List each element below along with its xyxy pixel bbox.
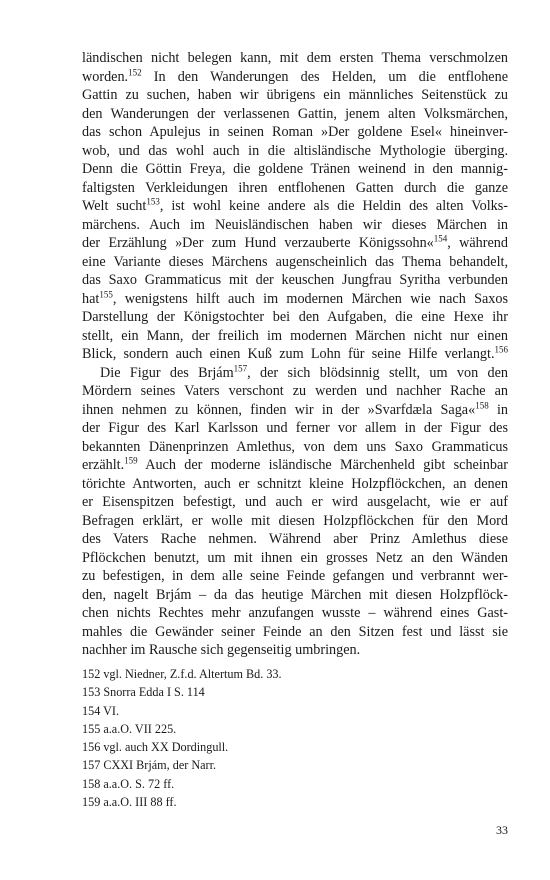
text-run: , ist wohl keine andere als die Heldin des alten Volks- <box>159 198 508 214</box>
footnote: 156 vgl. auch XX Dordingull. <box>82 740 229 755</box>
text-run: den, nagelt Brjám – da das heutige Märchen mit diesen Holzpflöck- <box>82 586 508 603</box>
text-line <box>82 86 508 105</box>
text-line <box>82 160 508 179</box>
text-line <box>82 493 508 512</box>
text-line <box>82 456 508 475</box>
text-run: zu befestigen, in dem alle seine Feinde gefangen und verbrannt wer- <box>82 568 508 584</box>
text-run: nachher im Rausche sich gegenseitig umbringen. <box>82 642 361 658</box>
text-run: in <box>488 401 508 418</box>
text-line <box>82 142 508 161</box>
text-run: der Erzählung »Der zum Hund verzauberte Königssohn« <box>82 235 434 251</box>
text-run: er Eisenspitzen befestigt, und auch er wird ausgelacht, wie er auf <box>82 494 508 510</box>
text-run: stellt, ein Mann, der freilich im modernen Märchen nicht nur einen <box>82 327 508 344</box>
text-line <box>82 419 508 438</box>
text-run: Blick, sondern auch einen Kuß zum Lohn für seine Hilfe verlangt. <box>82 346 495 362</box>
text-line <box>82 512 508 531</box>
text-run: Denn die Göttin Freya, die goldene Tränen weinend in den mannig- <box>82 161 508 177</box>
text-line <box>82 567 508 586</box>
text-run: hat <box>82 290 100 307</box>
footnote-ref: 158 <box>475 399 489 410</box>
text-line <box>82 530 508 549</box>
text-run: , der sich blödsinnig stellt, um von den <box>247 364 508 381</box>
footnote: 159 a.a.O. III 88 ff. <box>82 795 177 810</box>
text-line <box>82 401 508 420</box>
text-line <box>82 345 508 364</box>
text-line <box>82 105 508 124</box>
footnote: 157 CXXI Brjám, der Narr. <box>82 758 217 773</box>
text-line <box>82 216 508 235</box>
text-run: mahles die Gewänder seiner Feinde an den Sitzen fest und lässt sie <box>82 623 508 640</box>
text-line <box>82 123 508 142</box>
text-run: erzählt. <box>82 457 125 473</box>
text-line <box>82 623 508 642</box>
footnote: 153 Snorra Edda I S. 114 <box>82 685 205 700</box>
text-run: Welt sucht <box>82 198 147 214</box>
text-line <box>82 364 508 383</box>
footnote-ref: 152 <box>128 66 142 77</box>
text-run: ländischen nicht belegen kann, mit dem ersten Thema verschmolzen <box>82 50 508 66</box>
text-run: der Figur des Karl Karlsson und ferner vor allem in der Figur des <box>82 420 508 436</box>
text-run: märchens. Auch im Neuisländischen haben wir dieses Märchen in <box>82 216 508 233</box>
page-number: 33 <box>496 823 508 837</box>
text-line <box>82 475 508 494</box>
footnote-ref: 154 <box>433 233 448 244</box>
text-run: das Saxo Grammaticus mit der keuschen Jungfrau Syritha verbunden <box>82 272 508 288</box>
footnote-ref: 156 <box>494 344 508 355</box>
footnote: 158 a.a.O. S. 72 ff. <box>82 776 175 791</box>
text-line <box>82 604 508 623</box>
text-line <box>82 327 508 346</box>
text-line <box>82 271 508 290</box>
text-run: des Vaters Rache nehmen. Während aber Prinz Amlethus diese <box>82 531 508 547</box>
text-run: Auch der moderne isländische Märchenheld gibt scheinbar <box>137 457 508 473</box>
footnote-ref: 153 <box>146 196 160 207</box>
text-run: Die Figur des Brjám <box>100 364 234 381</box>
text-line <box>82 179 508 198</box>
text-run: ihnen nehmen zu können, finden wir in der »Svarfdæla Saga« <box>82 401 476 418</box>
text-line <box>82 234 508 253</box>
footnote-ref: 157 <box>233 362 248 373</box>
text-line <box>82 641 508 660</box>
text-line <box>82 549 508 568</box>
text-run: faltigsten Verkleidungen ihren entflohenen Gatten durch die ganze <box>82 179 508 196</box>
text-run: , wenigstens hilft auch im modernen Märchen wie nach Saxos <box>112 290 508 307</box>
text-run: Pflöckchen benutzt, um mit ihnen ein grosses Netz an den Wänden <box>82 549 508 566</box>
text-line <box>82 382 508 401</box>
text-line <box>82 49 508 68</box>
text-run: , während <box>447 235 508 251</box>
text-line <box>82 586 508 605</box>
text-run: bekannten Dänenprinzen Amlethus, von dem uns Saxo Grammaticus <box>82 438 508 455</box>
footnotes <box>82 665 508 811</box>
body-text <box>82 49 508 660</box>
text-run: Mördern seines Vaters verschont zu werden und nachher Rache an <box>82 383 508 399</box>
text-line <box>82 290 508 309</box>
footnote: 154 VI. <box>82 703 120 718</box>
text-run: das schon Apulejus in seinen Roman »Der goldene Esel« hineinver- <box>82 124 508 140</box>
text-run: törichte Antworten, auch er schnitzt kleine Holzpflöckchen, an denen <box>82 475 508 492</box>
text-line <box>82 197 508 216</box>
footnote-ref: 159 <box>124 455 138 466</box>
text-run: den Wanderungen der verlassenen Gattin, jenem alten Volksmärchen, <box>82 105 508 122</box>
text-line <box>82 308 508 327</box>
text-run: Darstellung der Königstochter bei den Aufgaben, die eine Hexe ihr <box>82 309 508 325</box>
text-run: eine Variante dieses Märchens augenscheinlich das Thema behandelt, <box>82 253 508 270</box>
footnote-ref: 155 <box>99 288 113 299</box>
text-line <box>82 68 508 87</box>
text-run: Befragen erklärt, er wolle mit diesen Holzpflöckchen für den Mord <box>82 512 508 529</box>
text-run: chen nichts Rechtes mehr anzufangen wusste – während eines Gast- <box>82 605 508 621</box>
text-run: Gattin zu suchen, haben wir übrigens ein männliches Seitenstück zu <box>82 87 508 103</box>
footnote: 152 vgl. Niedner, Z.f.d. Altertum Bd. 33. <box>82 667 282 681</box>
text-line <box>82 438 508 457</box>
text-run: In den Wanderungen des Helden, um die entflohene <box>141 68 508 85</box>
footnote: 155 a.a.O. VII 225. <box>82 721 177 736</box>
text-line <box>82 253 508 272</box>
text-run: wob, und das wohl auch in die altisländische Mythologie überging. <box>82 142 508 159</box>
text-run: worden. <box>82 68 129 85</box>
